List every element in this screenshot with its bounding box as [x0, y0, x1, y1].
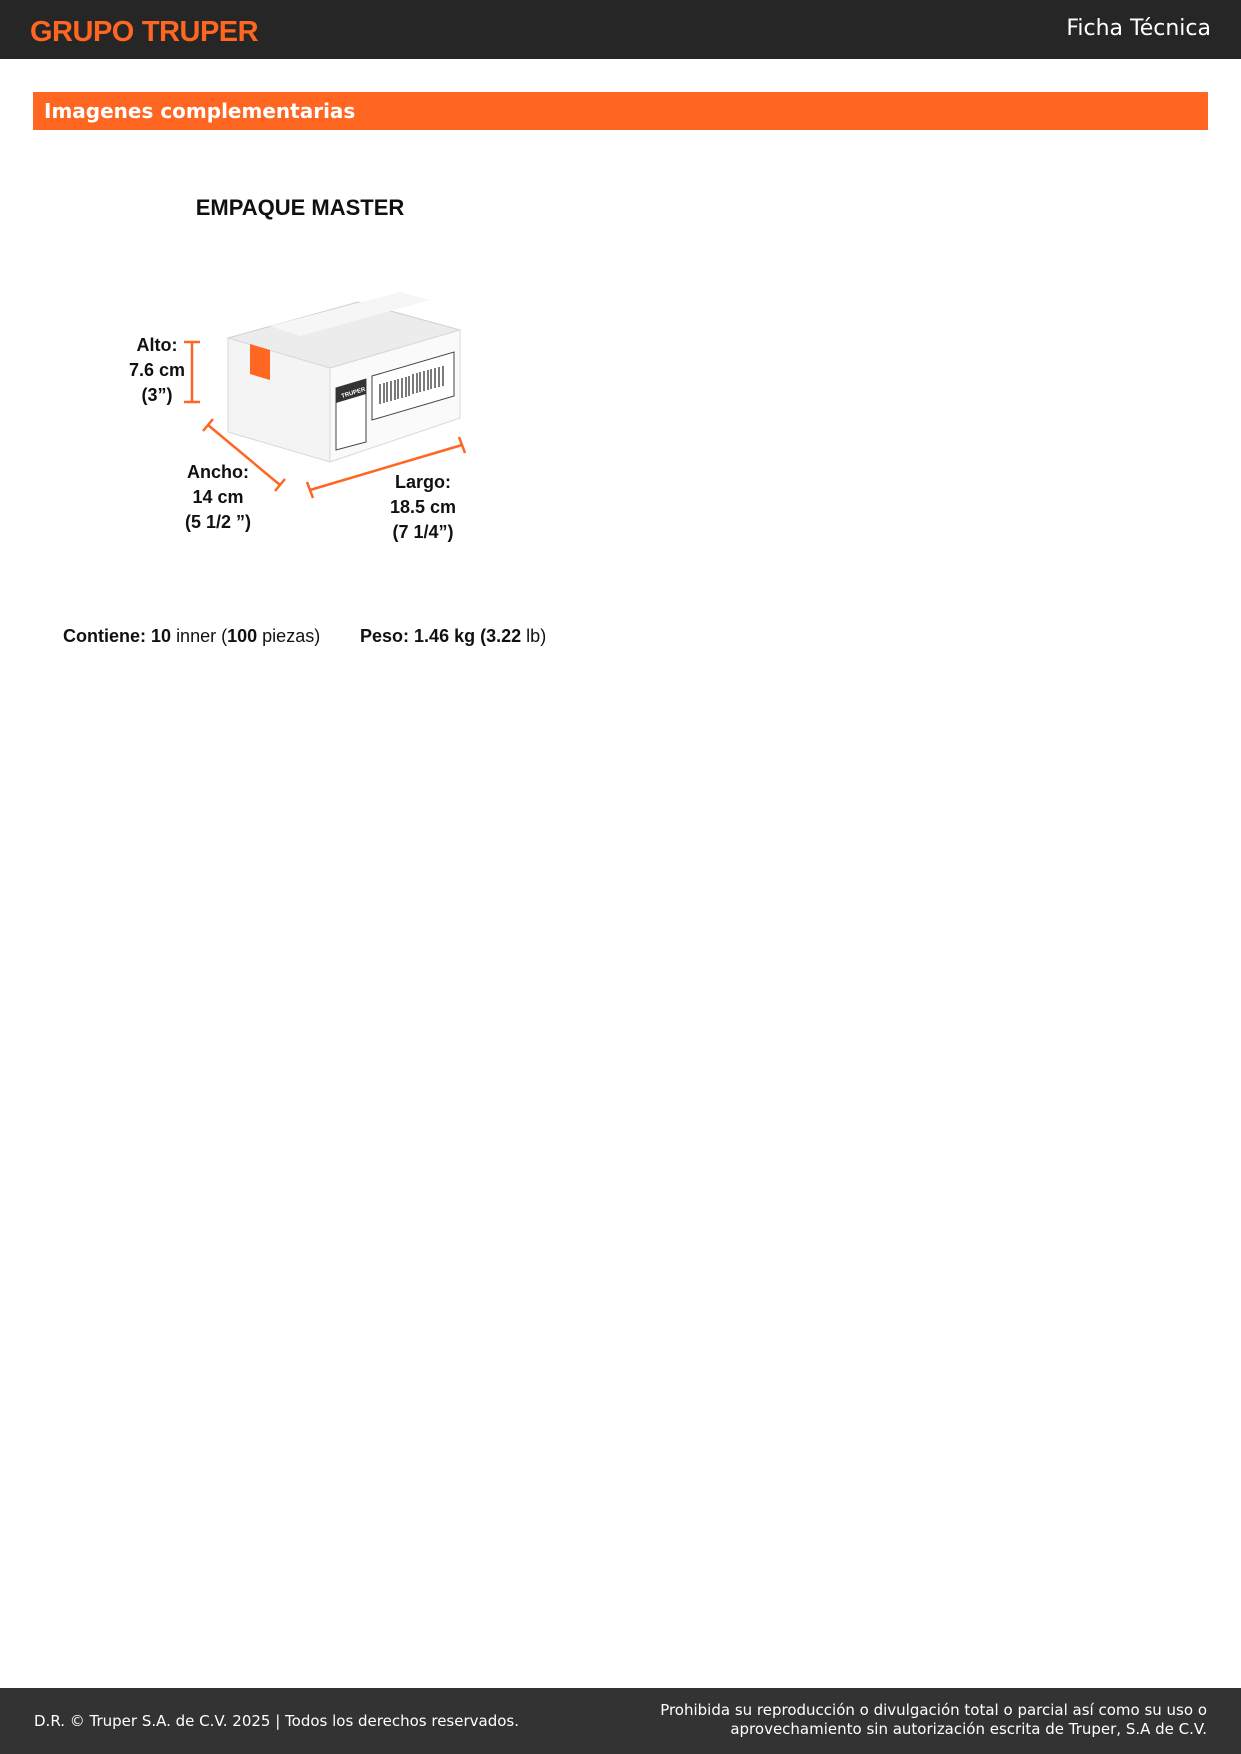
ancho-imperial: (5 1/2 ”) — [184, 512, 252, 532]
contents-label: Contiene: — [63, 626, 146, 646]
section-header — [33, 92, 1208, 130]
logo-word-grupo: GRUPO — [30, 16, 134, 48]
alto-title: Alto: — [136, 335, 178, 355]
document-title: Ficha Técnica — [1066, 16, 1211, 41]
box-orange-sticker — [250, 344, 270, 380]
header-bar — [0, 0, 1241, 59]
weight-lb-value: 3.22 — [486, 626, 522, 646]
legal-notice-line-1: Prohibida su reproducción o divulgación total o parcial así como su uso o — [660, 1701, 1207, 1719]
ancho-label — [176, 460, 260, 535]
contents-info: Contiene: 10 inner (100 piezas) — [63, 626, 321, 646]
ancho-metric: 14 cm — [192, 487, 244, 507]
inner-count: 10 — [151, 626, 172, 646]
alto-metric: 7.6 cm — [128, 360, 186, 380]
grupo-truper-logo — [30, 14, 258, 50]
package-title: EMPAQUE MASTER — [195, 195, 405, 220]
piece-word: piezas — [262, 626, 315, 646]
legal-notice-line-2: aprovechamiento sin autorización escrita de Truper, S.A de C.V. — [730, 1720, 1207, 1738]
weight-kg: 1.46 kg — [414, 626, 476, 646]
legal-notice — [647, 1701, 1207, 1739]
largo-title: Largo: — [395, 472, 451, 492]
inner-word: inner — [176, 626, 217, 646]
logo-word-truper: TRUPER — [141, 16, 259, 48]
box-brand-text: TRUPER — [340, 386, 367, 400]
ancho-title: Ancho: — [187, 462, 249, 482]
largo-imperial: (7 1/4”) — [392, 522, 454, 542]
master-box-figure — [110, 280, 490, 560]
piece-count: 100 — [227, 626, 258, 646]
weight-label: Peso: — [360, 626, 410, 646]
largo-metric: 18.5 cm — [389, 497, 457, 517]
copyright-text: D.R. © Truper S.A. de C.V. 2025 | Todos los derechos reservados. — [34, 1712, 519, 1730]
largo-label — [385, 470, 461, 545]
alto-imperial: (3”) — [141, 385, 173, 405]
footer-bar — [0, 1688, 1241, 1754]
weight-lb-unit: lb — [526, 626, 541, 646]
section-title: Imagenes complementarias — [44, 99, 356, 123]
alto-label — [127, 333, 187, 408]
weight-info: Peso: 1.46 kg (3.22 lb) — [360, 626, 547, 646]
